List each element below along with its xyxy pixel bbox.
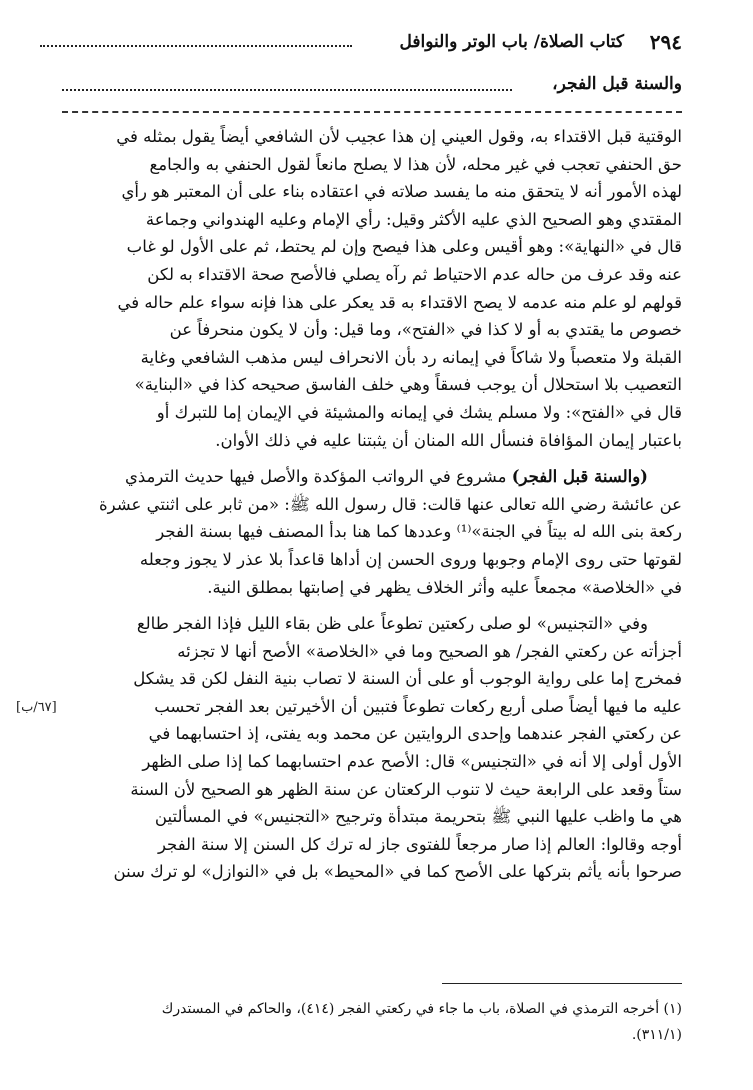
text-line: عن عائشة رضي الله تعالى عنها قالت: قال رسول الله ﷺ: «من ثابر على اثنتي عشرة [99, 494, 682, 514]
text-line: هي ما واظب عليها النبي ﷺ بتحريمة مبتدأة وترجيح «التجنيس» في المسألتين [154, 807, 682, 827]
footnote-rule [442, 983, 682, 984]
text-line: لهذه الأمور أنه لا يتحقق منه ما يفسد صلاته في اعتقاده بناء على أن المعتبر هو رأي [121, 182, 682, 202]
header-dotted-rule [40, 45, 352, 47]
text-line: لقوتها حتى روى الإمام وجوبها وروى الحسن إن أداها قاعداً بلا عذر لا يجوز وجعله [139, 549, 682, 569]
text-line: باعتبار إيمان المؤافاة فنسأل الله المنان أن يثبتنا عليه في ذلك الأوان. [215, 430, 682, 450]
text-line: الوقتية قبل الاقتداء به، وقول العيني إن هذا عجيب لأن الشافعي أيضاً يقول بمثله في [116, 127, 682, 146]
matn-dotted-rule [62, 89, 512, 91]
text-line: في «الخلاصة» مجمعاً عليه وأثر الخلاف يظهر في إصابتها بمطلق النية. [207, 577, 682, 597]
text-line: أجزأته عن ركعتي الفجر/ هو الصحيح وما في «الخلاصة» الأصح أنها لا تجزئه [177, 641, 682, 661]
text-line: ستاً وقعد على الرابعة حيث لا تنوب الركعتان عن سنة الظهر هو الصحيح لأن السنة [130, 779, 682, 799]
matn-line [62, 74, 682, 100]
page-number: ٢٩٤ [649, 30, 682, 54]
text-line: قولهم لو علم منه عدمه لا يصح الاقتداء به قد يعكر على هذا فإنه سواء علم حاله في [117, 292, 682, 312]
text-line: عليه ما فيها أيضاً صلى أربع ركعات تطوعاً فتبين أن الأخيرتين بعد الفجر تحسب [154, 696, 682, 716]
text-line: قال في «الفتح»: ولا مسلم يشك في إيمانه والمشيئة في الإيمان إما للتبرك أو [156, 402, 682, 422]
manuscript-folio-note: [٦٧/ب] [16, 700, 57, 715]
lemma: (والسنة قبل الفجر) [511, 467, 648, 487]
text-line-with-lemma: (والسنة قبل الفجر) مشروع في الرواتب المؤكدة والأصل فيها حديث الترمذي [124, 467, 648, 487]
text-line: التعصيب بلا استحلال أن يوجب فسقاً وهي خلف الفاسق صحيحه كذا في «البناية» [134, 375, 682, 395]
text-line: أوجه وقالوا: العالم إذا صار مرجعاً للفتوى جاز له ترك كل السنن إلا سنة الفجر [157, 834, 682, 854]
text-line: القبلة ولا متعصباً ولا شاكاً في إيمانه رد بأن الانحراف ليس مذهب الشافعي وغاية [140, 347, 682, 367]
text-line: وفي «التجنيس» لو صلى ركعتين تطوعاً على ظن بقاء الليل فإذا الفجر طالع [136, 614, 648, 634]
text-line: الأول أولى إلا أنه في «التجنيس» قال: الأصح عدم احتسابهما كما إذا صلى الظهر [142, 752, 682, 772]
running-header [40, 28, 682, 60]
footnote-line: (٣١١/١). [631, 1027, 682, 1043]
footnote-line: (١) أخرجه الترمذي في الصلاة، باب ما جاء في ركعتي الفجر (٤١٤)، والحاكم في المستدرك [161, 1001, 682, 1017]
commentary-body [62, 123, 682, 886]
text-line: فمخرج إما على رواية الوجوب أو على أن السنة لا تصاب بنية النفل لكن قد يشكل [133, 669, 682, 689]
text-line: المقتدي وهو الصحيح الذي عليه الأكثر وقيل: رأي الإمام وعليه الهندواني وجماعة [145, 209, 682, 229]
text-line: ركعة بنى الله له بيتاً في الجنة»⁽¹⁾ وعددها كما هنا بدأ المصنف فيها بسنة الفجر [156, 522, 682, 542]
text-line: عنه وقد عرف من حاله عدم الاحتياط ثم رآه يصلي فالأصح صحة الاقتداء به لكن [147, 264, 682, 284]
matn-text: والسنة قبل الفجر، [552, 74, 682, 94]
text-line: حق الحنفي تعجب في غير محله، لأن هذا لا يصلح مانعاً لقول الحنفي به والجامع [149, 154, 682, 174]
header-title: كتاب الصلاة/ باب الوتر والنوافل [399, 32, 624, 52]
text-line: صرحوا بأنه يأثم بتركها على الأصح كما في «المحيط» بل في «النوازل» لو ترك سنن [113, 862, 682, 882]
text-line: خصوص ما يقتدي به أو لا كذا في «الفتح»، وما قيل: وأن لا يكون منحرفاً عن [169, 320, 682, 340]
matn-separator [62, 111, 682, 113]
text-line: عن ركعتي الفجر عندهما وإحدى الروايتين عن محمد وبه يفتى، إذ احتسابهما في [148, 724, 682, 744]
footnotes [62, 996, 682, 1048]
text-line: قال في «النهاية»: وهو أقيس وعلى هذا فيصح وإن لم يحتط، ثم على الأول لو غاب [126, 237, 682, 257]
